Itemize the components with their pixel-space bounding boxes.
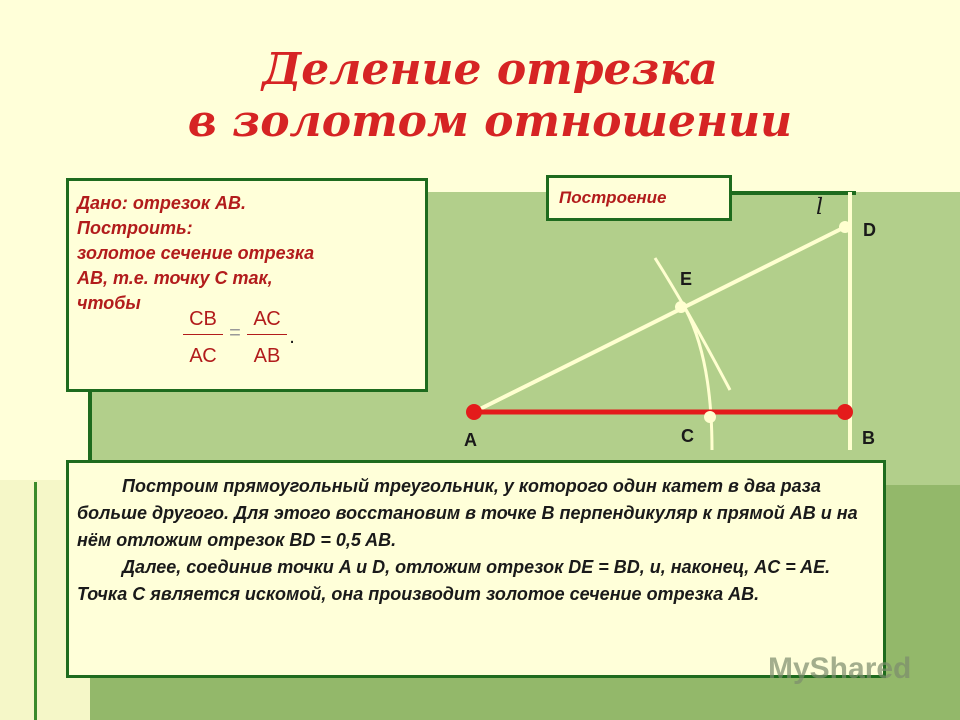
description-paragraph-1: Построим прямоугольный треугольник, у которого один катет в два раза больше другого. Для этого восстановим в точке B перпендикуляр к прямой AB и на нём отложим отрезок BD = 0,5 AB. (77, 476, 858, 550)
frac1-denominator: АС (189, 345, 217, 367)
task-line1: золотое сечение отрезка (77, 243, 315, 263)
point-e (675, 301, 687, 313)
label-a: A (464, 430, 477, 450)
frac1-numerator: СВ (189, 308, 217, 330)
label-e: E (680, 269, 693, 289)
equals-sign: = (229, 322, 241, 344)
construction-label: Построение (559, 188, 667, 207)
task-line3: чтобы (77, 293, 141, 313)
watermark: MyShared (768, 652, 912, 685)
label-l: l (816, 195, 824, 220)
description-box (66, 460, 886, 678)
slide-title-line1: Деление отрезка (262, 44, 718, 95)
description-paragraph-2: Далее, соединив точки A и D, отложим отрезок DE = BD, и, наконец, AC = AE. Точка C является искомой, она производит золотое сечение отрезка AB. (77, 557, 831, 604)
frac2-denominator: АВ (253, 345, 281, 367)
label-d: D (863, 220, 876, 240)
task-label: Построить: (77, 218, 193, 238)
point-d (839, 221, 851, 233)
line-ad (474, 227, 845, 412)
point-c (704, 411, 716, 423)
point-a (466, 404, 482, 420)
point-b (837, 404, 853, 420)
given-label: Дано: (77, 193, 128, 213)
given-segment: отрезок АВ. (127, 193, 246, 213)
frac2-numerator: АС (253, 308, 281, 330)
slide-title-line2: в золотом отношении (187, 96, 793, 147)
fraction-period: . (289, 326, 295, 348)
task-line2: АВ, т.е. точку С так, (77, 268, 273, 288)
label-c: C (681, 426, 694, 446)
label-b: B (862, 428, 875, 448)
